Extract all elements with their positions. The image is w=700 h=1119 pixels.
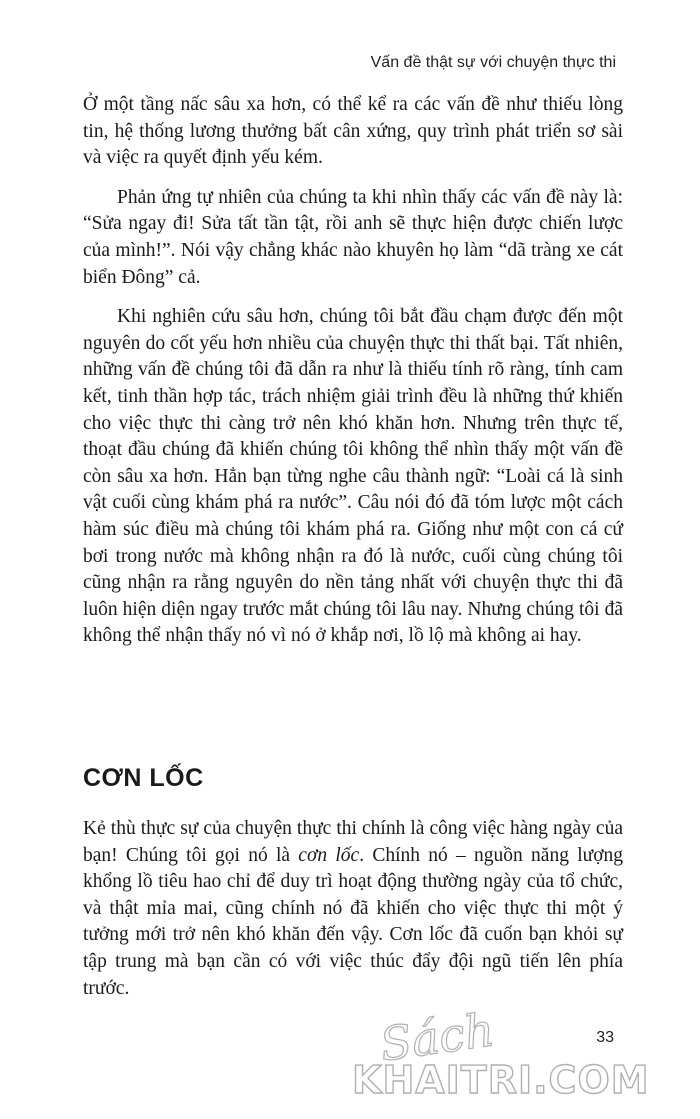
section-text-end: . Chính nó – nguồn năng lượng khổng lồ tiêu hao chỉ để duy trì hoạt động thường ngày của tổ chức, và thật mỉa mai, cũng chính nó đã khiến cho việc thực thi một ý tưởng mới trở nên khó khăn đến vậy. Cơn lốc đã cuốn bạn khỏi sự tập trung mà bạn cần có với việc thúc đẩy đội ngũ tiến lên phía trước.	[83, 844, 624, 999]
body-text	[83, 92, 623, 663]
watermark-logo	[352, 1002, 682, 1110]
watermark-script: Sách	[376, 1002, 498, 1072]
section-paragraph	[83, 816, 623, 1002]
watermark-brand: KHAITRI.COM	[352, 1058, 650, 1102]
paragraph-2: Phản ứng tự nhiên của chúng ta khi nhìn thấy các vấn đề này là: “Sửa ngay đi! Sửa tất tần tật, rồi anh sẽ thực hiện được chiến lược của mình!”. Nói vậy chẳng khác nào khuyên họ làm “dã tràng xe cát biển Đông” cả.	[83, 186, 623, 288]
section-body	[83, 816, 623, 1002]
running-header-title: Vấn đề thật sự với chuyện thực thi	[370, 54, 616, 71]
italic-term: cơn lốc	[298, 844, 360, 866]
paragraph-1: Ở một tầng nấc sâu xa hơn, có thể kể ra các vấn đề như thiếu lòng tin, hệ thống lương thưởng bất cân xứng, quy trình phát triển sơ sài và việc ra quyết định yếu kém.	[83, 94, 623, 169]
page-number: 33	[596, 1029, 614, 1046]
section-heading: CƠN LỐC	[83, 764, 204, 792]
section-text-start: Kẻ thù thực sự của chuyện thực thi chính là công việc hàng ngày của bạn! Chúng tôi gọi nó là	[83, 818, 623, 866]
paragraph-3: Khi nghiên cứu sâu hơn, chúng tôi bắt đầu chạm được đến một nguyên do cốt yếu hơn nhiều của chuyện thực thi thất bại. Tất nhiên, những vấn đề chúng tôi đã dẫn ra như là thiếu tính rõ ràng, tính cam kết, tinh thần hợp tác, trách nhiệm giải trình đều là những thứ khiến cho việc thực thi càng trở nên khó khăn hơn. Nhưng trên thực tế, thoạt đầu chúng đã khiến chúng tôi không thể nhìn thấy một vấn đề còn sâu xa hơn. Hẳn bạn từng nghe câu thành ngữ: “Loài cá là sinh vật cuối cùng khám phá ra nước”. Câu nói đó đã tóm lược một cách hàm súc điều mà chúng tôi khám phá ra. Giống như một con cá cứ bơi trong nước mà không nhận ra đó là nước, cuối cùng chúng tôi cũng nhận ra rằng nguyên do nền tảng nhất với chuyện thực thi đã luôn hiện diện ngay trước mắt chúng tôi lâu nay. Nhưng chúng tôi đã không thể nhận thấy nó vì nó ở khắp nơi, lồ lộ mà không ai hay.	[83, 306, 623, 647]
